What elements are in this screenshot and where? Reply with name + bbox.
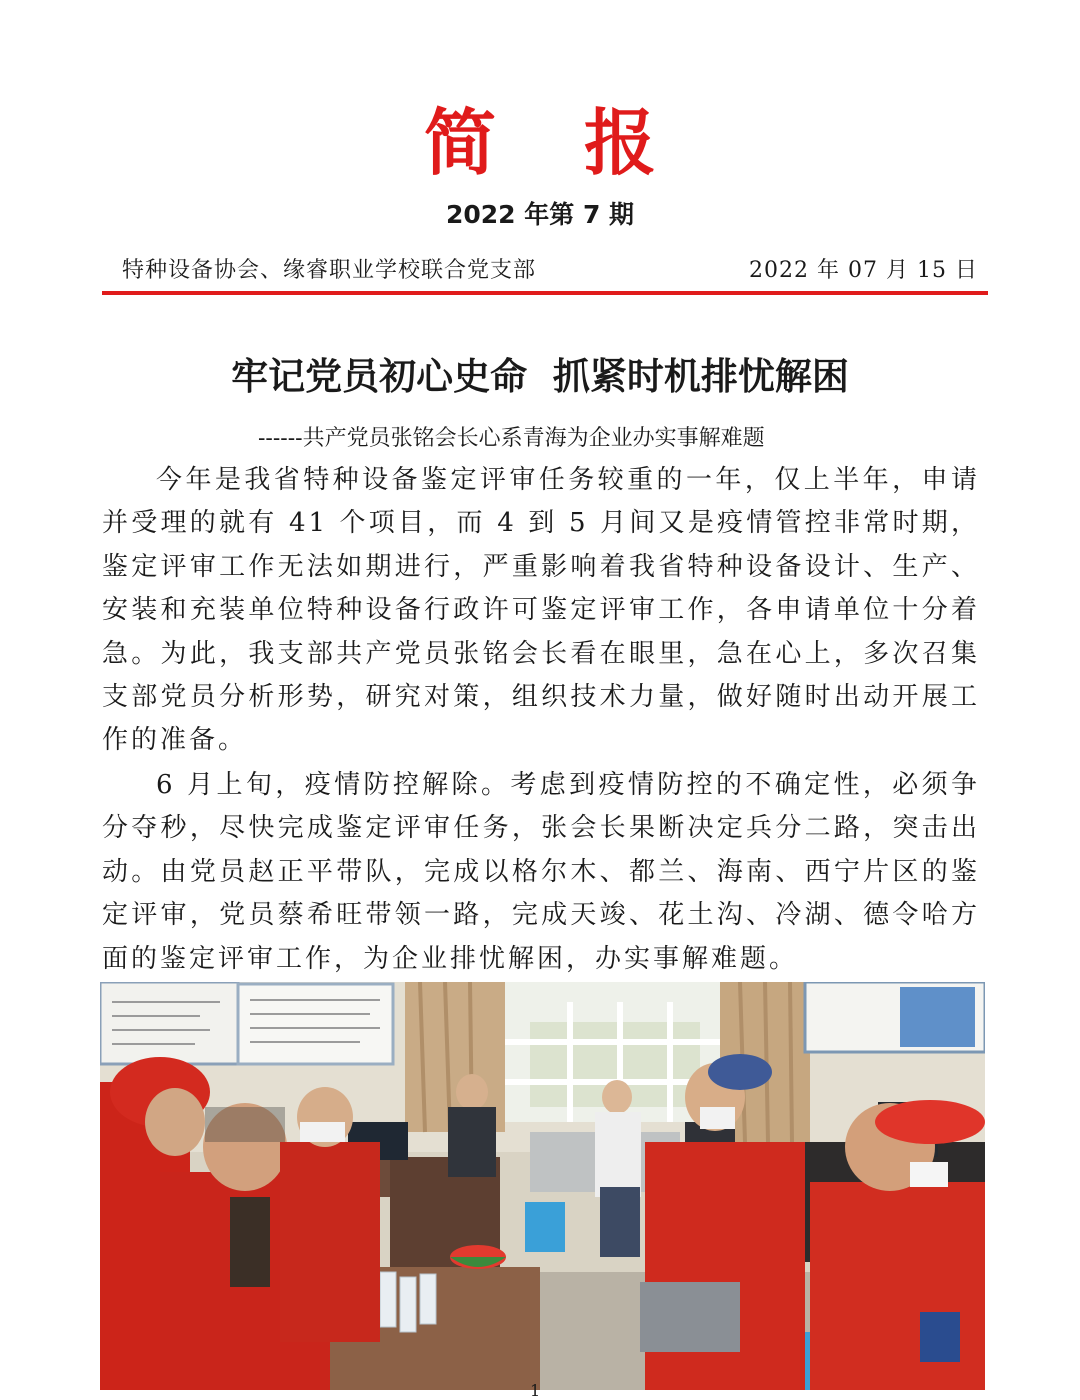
masthead-title: 简报 xyxy=(423,101,744,185)
article-paragraph: 今年是我省特种设备鉴定评审任务较重的一年，仅上半年，申请并受理的就有 41 个项目，而 4 到 5 月间又是疫情管控非常时期，鉴定评审工作无法如期进行，严重影响着我省特种设备设计、生产、安装和充装单位特种设备行政许可鉴定评审工作，各申请单位十分着急。为此，我支部共产党员张铭会长看在眼里，急在心上，多次召集支部党员分析形势，研究对策，组织技术力量，做好随时出动开展工作的准备。 xyxy=(102,465,980,756)
header-divider xyxy=(102,291,988,295)
publisher-organization: 特种设备协会、缘睿职业学校联合党支部 xyxy=(122,258,537,283)
issue-number: 2022 年第 7 期 xyxy=(445,200,635,229)
publication-date: 2022 年 07 月 15 日 xyxy=(749,258,978,283)
page-number: 1 xyxy=(530,1381,541,1400)
article-paragraph: 6 月上旬，疫情防控解除。考虑到疫情防控的不确定性，必须争分夺秒，尽快完成鉴定评审任务，张会长果断决定兵分二路，突击出动。由党员赵正平带队，完成以格尔木、都兰、海南、西宁片区的鉴定评审，党员蔡希旺带领一路，完成天竣、花土沟、冷湖、德令哈方面的鉴定评审工作，为企业排忧解困，办实事解难题。 xyxy=(102,770,980,974)
article-subtitle: ------共产党员张铭会长心系青海为企业办实事解难题 xyxy=(258,426,765,451)
article-title: 牢记党员初心史命 抓紧时机排忧解困 xyxy=(231,355,849,398)
meeting-photo xyxy=(100,982,985,1390)
